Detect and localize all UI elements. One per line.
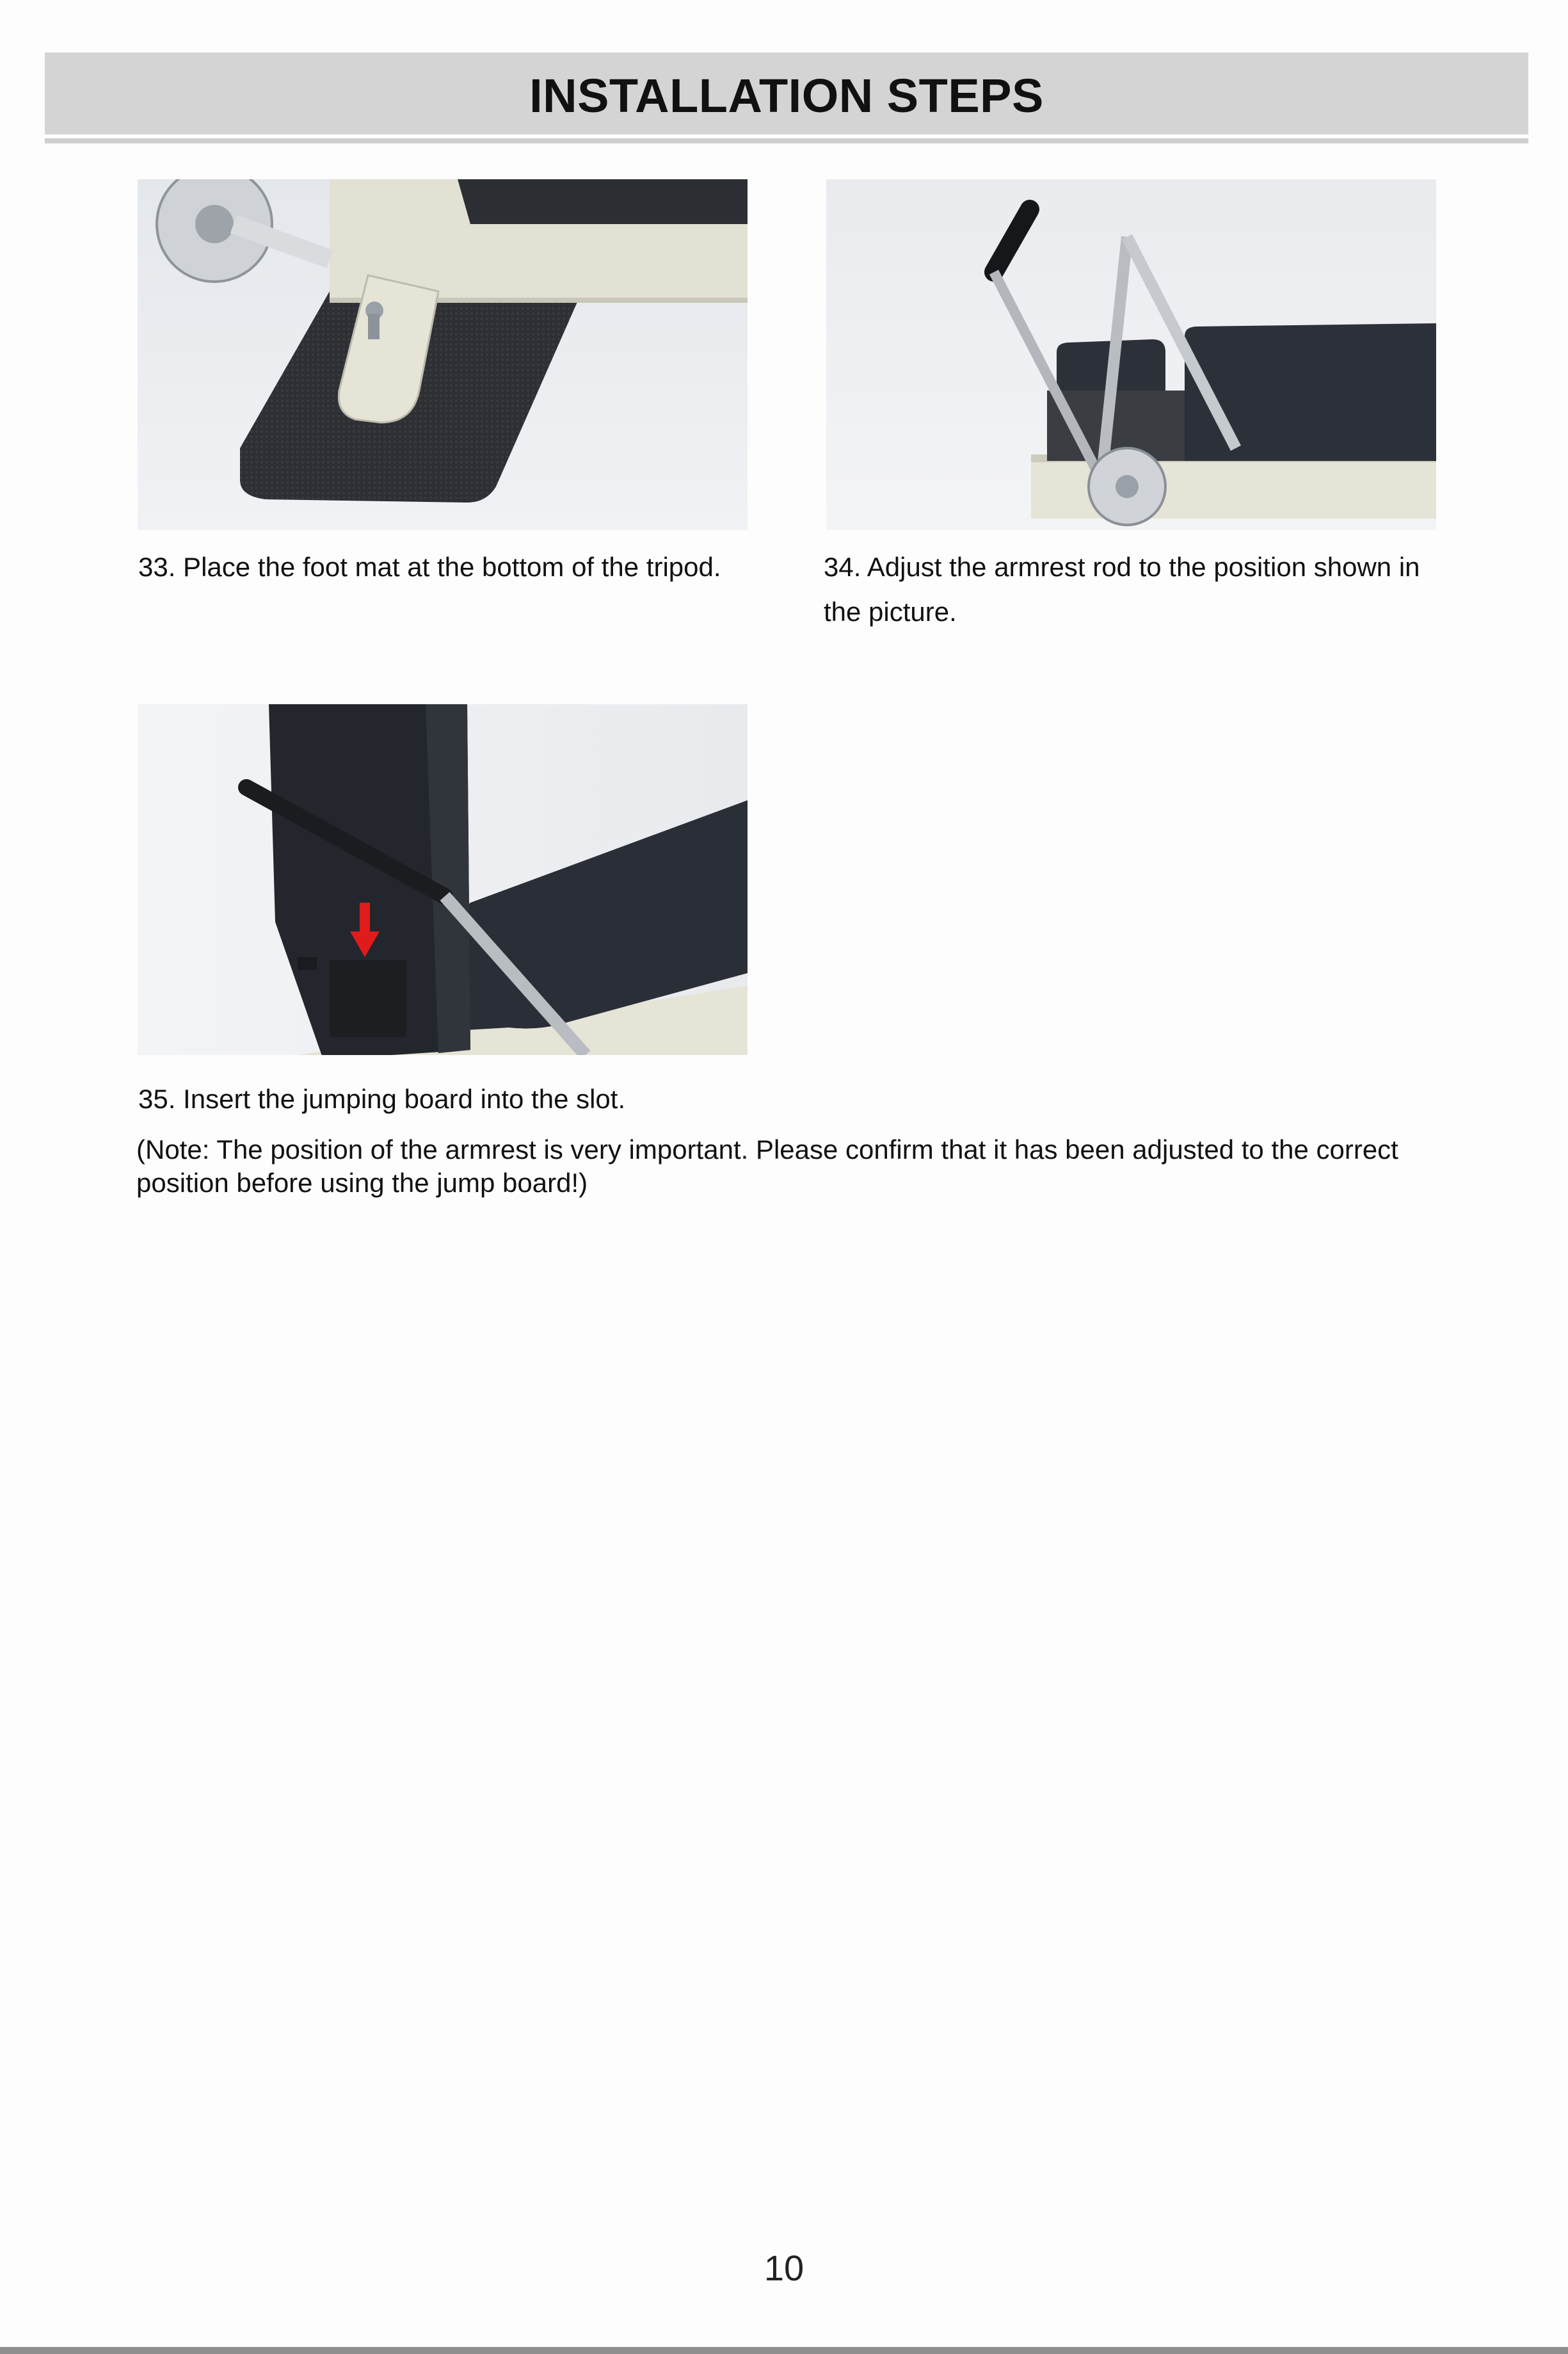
step-33-photo [138,179,748,530]
safety-note: (Note: The position of the armrest is very important. Please confirm that it has been adjusted to the correct position before using the jump board!) [136,1134,1398,1198]
step-34-photo [826,179,1436,530]
step-33-caption: 33. Place the foot mat at the bottom of the tripod. [138,552,721,582]
header-divider [45,138,1528,143]
step-35-photo [138,704,748,1055]
bottom-divider [0,2347,1568,2354]
page-number: 10 [764,2248,804,2288]
page-title: INSTALLATION STEPS [529,69,1044,122]
step-34-caption: 34. Adjust the armrest rod to the position shown in the picture. [824,552,1420,627]
step-35-caption: 35. Insert the jumping board into the slot. [138,1084,626,1114]
header-bar [45,52,1528,134]
